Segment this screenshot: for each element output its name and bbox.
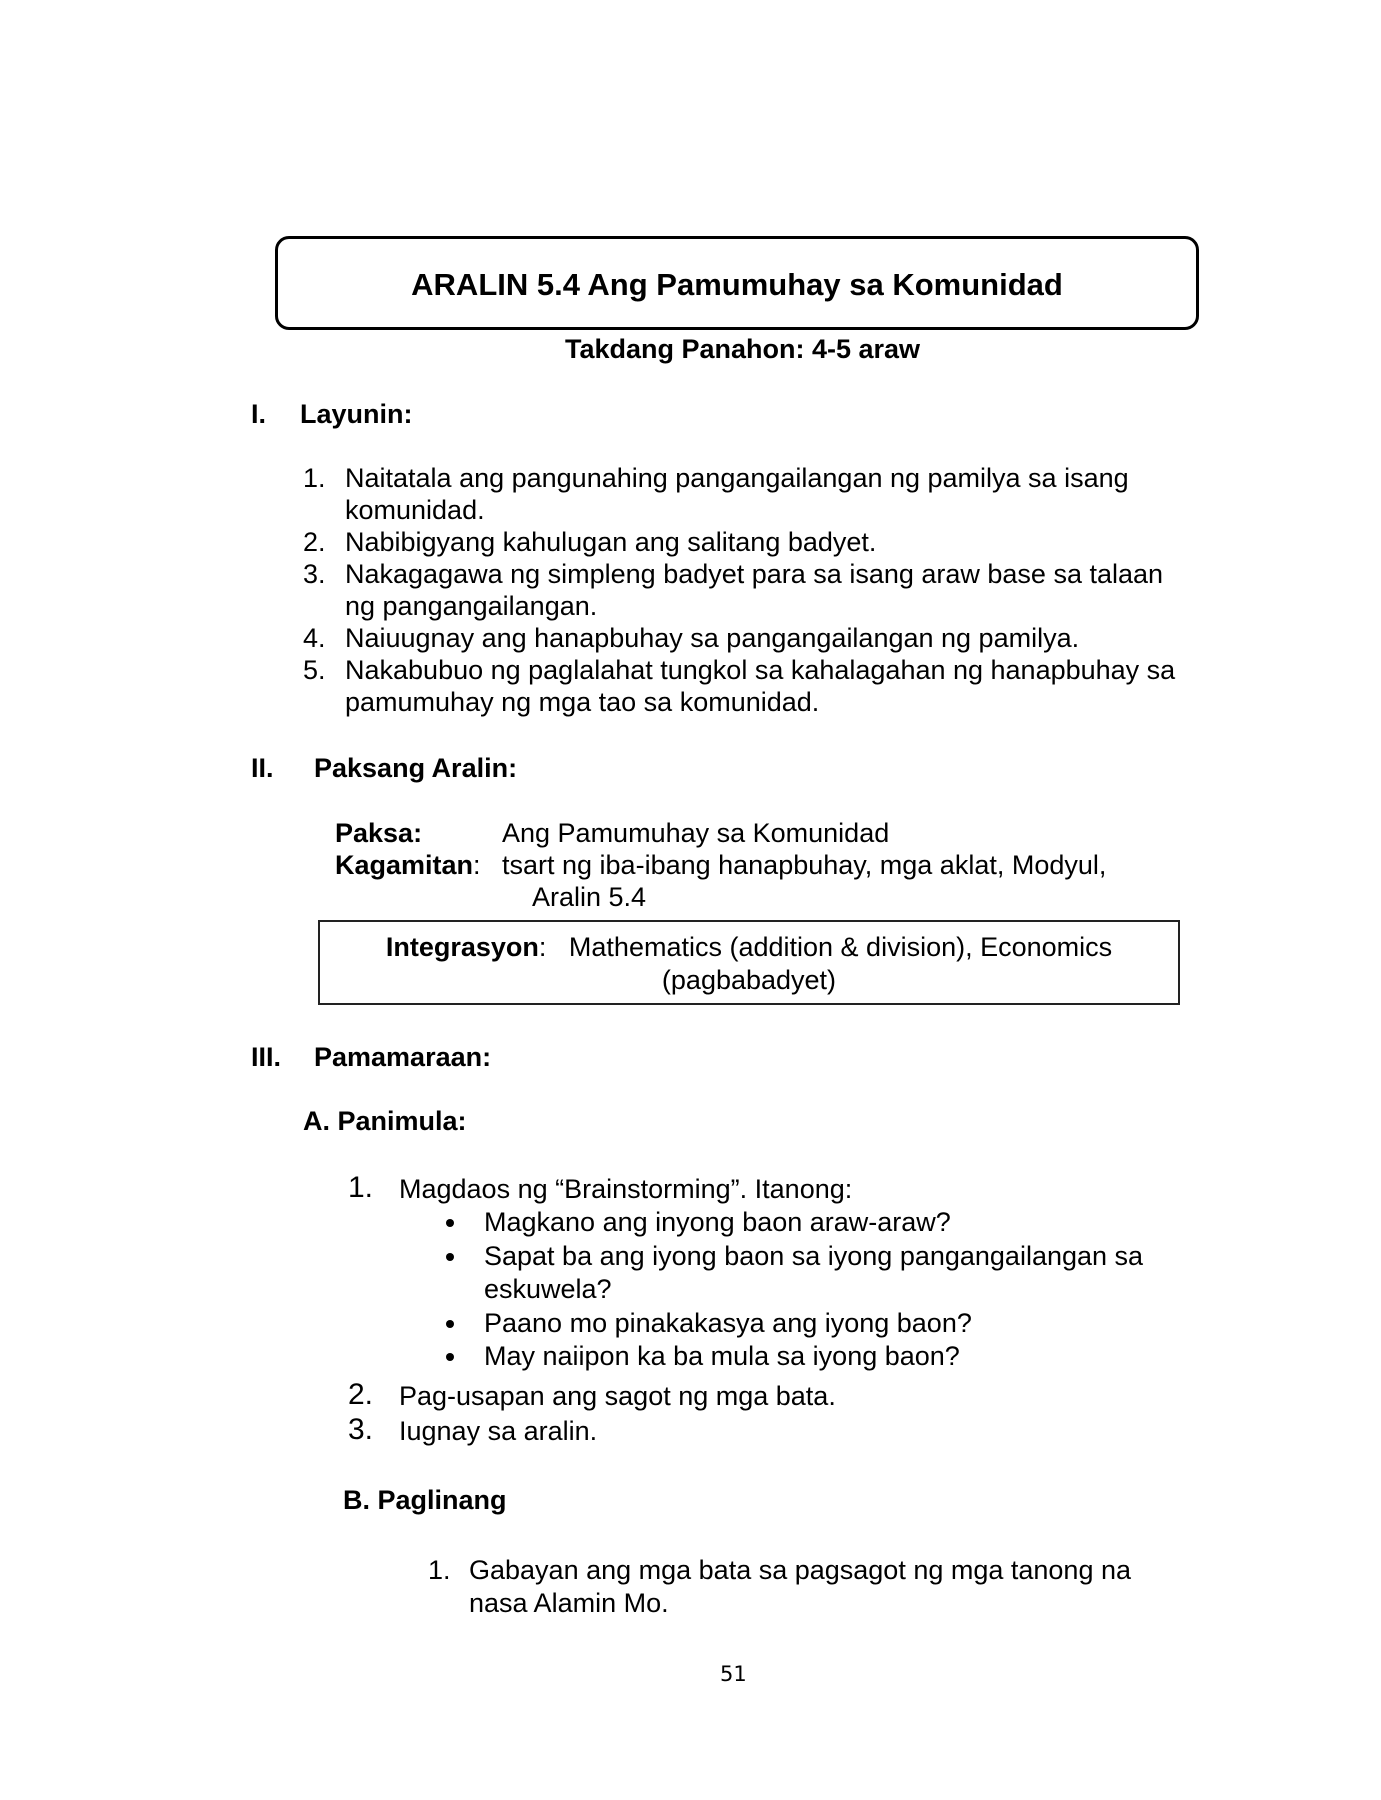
objective-text: Nakabubuo ng paglalahat tungkol sa kahalagahan ng hanapbuhay sa: [345, 655, 1176, 685]
panimula-step-text: Pag-usapan ang sagot ng mga bata.: [399, 1381, 836, 1411]
panimula-step-num: 2.: [348, 1378, 374, 1411]
question-text: eskuwela?: [484, 1274, 612, 1304]
paglinang-step-text: nasa Alamin Mo.: [469, 1588, 669, 1618]
section-i-numeral: I.: [251, 399, 267, 429]
section-ii-numeral: II.: [251, 753, 274, 783]
paglinang-step-num: 1.: [428, 1555, 451, 1585]
bullet-icon: [446, 1320, 454, 1328]
paksa-value: Ang Pamumuhay sa Komunidad: [502, 818, 890, 848]
question-text: Paano mo pinakakasya ang iyong baon?: [484, 1308, 972, 1338]
integrasyon-value-cont: (pagbabadyet): [661, 965, 837, 995]
bullet-icon: [446, 1253, 454, 1261]
question-text: May naiipon ka ba mula sa iyong baon?: [484, 1341, 960, 1371]
integrasyon-box: [318, 920, 1180, 1005]
bullet-icon: [446, 1219, 454, 1227]
lesson-title-box: [275, 236, 1199, 330]
objective-num: 4.: [303, 623, 326, 653]
duration-label: Takdang Panahon: 4-5 araw: [564, 334, 921, 364]
section-iii-numeral: III.: [251, 1042, 282, 1072]
integrasyon-row: [320, 931, 1178, 963]
kagamitan-value-cont: Aralin 5.4: [532, 882, 647, 912]
objective-text: ng pangangailangan.: [345, 591, 598, 621]
integrasyon-value: Mathematics (addition & division), Economics: [568, 932, 1113, 962]
question-text: Magkano ang inyong baon araw-araw?: [484, 1207, 951, 1237]
kagamitan-value: tsart ng iba-ibang hanapbuhay, mga aklat, Modyul,: [502, 850, 1107, 880]
section-ii-heading: Paksang Aralin:: [314, 753, 518, 783]
integrasyon-label: Integrasyon: [385, 932, 539, 962]
bullet-icon: [446, 1353, 454, 1361]
panimula-heading: A. Panimula:: [303, 1106, 467, 1136]
kagamitan-row: [335, 849, 481, 881]
objective-text: Nakagagawa ng simpleng badyet para sa isang araw base sa talaan: [345, 559, 1164, 589]
panimula-step-text: Iugnay sa aralin.: [399, 1416, 598, 1446]
panimula-step-num: 1.: [348, 1171, 374, 1204]
objective-text: Naitatala ang pangunahing pangangailangan ng pamilya sa isang: [345, 463, 1129, 493]
panimula-step-num: 3.: [348, 1413, 374, 1446]
lesson-title: ARALIN 5.4 Ang Pamumuhay sa Komunidad: [411, 267, 1063, 302]
paglinang-heading: B. Paglinang: [343, 1485, 507, 1515]
objective-num: 2.: [303, 527, 326, 557]
kagamitan-label: Kagamitan: [335, 850, 474, 880]
objective-num: 1.: [303, 463, 326, 493]
objective-text: Nabibigyang kahulugan ang salitang badyet.: [345, 527, 877, 557]
paksa-label: Paksa:: [335, 818, 423, 848]
objective-text: pamumuhay ng mga tao sa komunidad.: [345, 687, 820, 717]
panimula-step-text: Magdaos ng “Brainstorming”. Itanong:: [399, 1174, 853, 1204]
question-text: Sapat ba ang iyong baon sa iyong pangangailangan sa: [484, 1241, 1144, 1271]
section-i-heading: Layunin:: [300, 399, 413, 429]
section-iii-heading: Pamamaraan:: [314, 1042, 492, 1072]
objective-text: Naiuugnay ang hanapbuhay sa pangangailangan ng pamilya.: [345, 623, 1080, 653]
objective-num: 5.: [303, 655, 326, 685]
objective-text: komunidad.: [345, 495, 485, 525]
integrasyon-colon: :: [538, 932, 547, 962]
page-number: 51: [720, 1662, 747, 1686]
paglinang-step-text: Gabayan ang mga bata sa pagsagot ng mga tanong na: [469, 1555, 1132, 1585]
objective-num: 3.: [303, 559, 326, 589]
kagamitan-colon: :: [473, 850, 481, 880]
